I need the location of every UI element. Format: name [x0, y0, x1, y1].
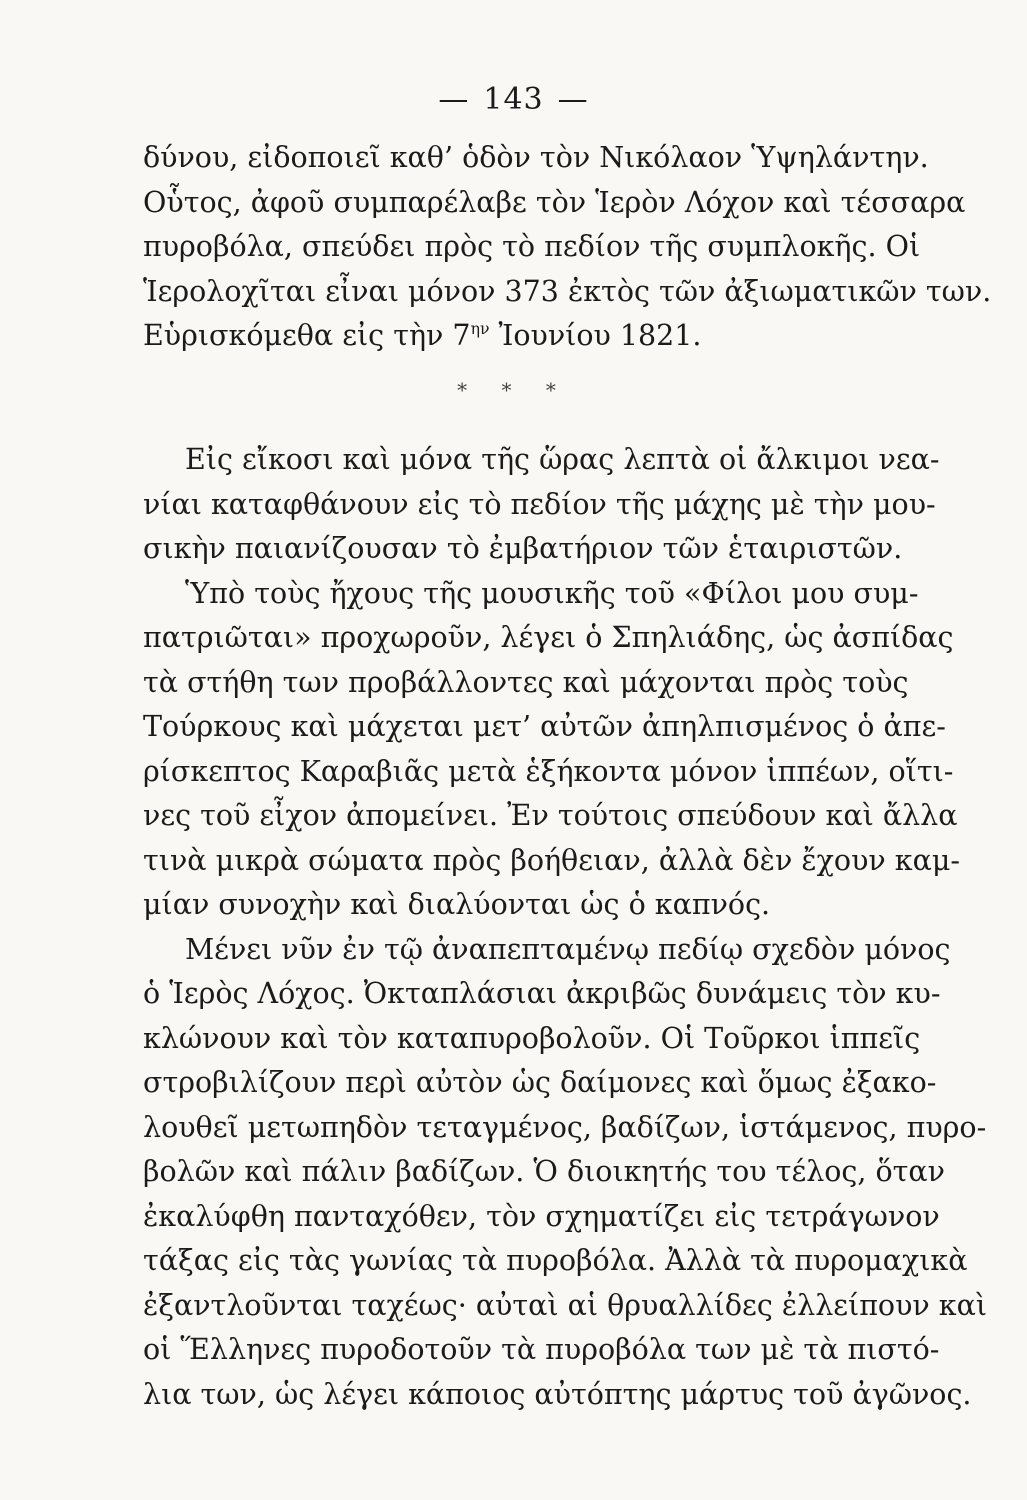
text-line: ἐξαντλοῦνται ταχέως· αὐταὶ αἱ θρυαλλίδες ἐλλείπουν καὶ: [143, 1288, 988, 1322]
text-line: Εἰς εἴκοσι καὶ μόνα τῆς ὥρας λεπτὰ οἱ ἄλκιμοι νεα-: [185, 443, 940, 476]
page-number-value: 143: [483, 82, 544, 117]
date-line-start: Εὑρισκόμεθα εἰς τὴν 7: [143, 319, 471, 352]
text-line: στροβιλίζουν περὶ αὐτὸν ὡς δαίμονες καὶ ὅμως ἐξακο-: [143, 1066, 937, 1099]
text-line: λουθεῖ μετωπηδὸν τεταγμένος, βαδίζων, ἱστάμενος, πυρο-: [143, 1110, 987, 1144]
text-line-date: [143, 314, 848, 359]
section-separator: * * *: [457, 378, 570, 402]
text-line: νίαι καταφθάνουν εἰς τὸ πεδίον τῆς μάχης μὲ τὴν μου-: [143, 487, 936, 521]
text-line: τάξας εἰς τὰς γωνίας τὰ πυροβόλα. Ἀλλὰ τὰ πυρομαχικὰ: [143, 1244, 968, 1277]
text-line: μίαν συνοχὴν καὶ διαλύονται ὡς ὁ καπνός.: [143, 888, 771, 921]
text-line: Ἱερολοχῖται εἶναι μόνον 373 ἐκτὸς τῶν ἀξιωματικῶν των.: [143, 274, 992, 308]
text-line: νες τοῦ εἶχον ἀπομείνει. Ἐν τούτοις σπεύδουν καὶ ἄλλα: [143, 799, 958, 832]
text-line: βολῶν καὶ πάλιν βαδίζων. Ὁ διοικητής του τέλος, ὅταν: [143, 1155, 946, 1188]
page-number: [0, 82, 1027, 117]
text-line: Οὗτος, ἀφοῦ συμπαρέλαβε τὸν Ἱερὸν Λόχον καὶ τέσσαρα: [143, 185, 966, 219]
text-line: λια των, ὡς λέγει κάποιος αὐτόπτης μάρτυς τοῦ ἀγῶνος.: [143, 1377, 972, 1411]
text-line: Ὑπὸ τοὺς ἤχους τῆς μουσικῆς τοῦ «Φίλοι μου συμ-: [185, 576, 919, 610]
text-line: ἐκαλύφθη πανταχόθεν, τὸν σχηματίζει εἰς τετράγωνον: [143, 1199, 940, 1233]
text-line: Τούρκους καὶ μάχεται μετ’ αὐτῶν ἀπηλπισμένος ὁ ἀπε-: [143, 710, 946, 743]
text-line: σικὴν παιανίζουσαν τὸ ἐμβατήριον τῶν ἑταιριστῶν.: [143, 532, 903, 565]
page-number-dash-right: —: [557, 82, 589, 117]
text-line: Μένει νῦν ἐν τῷ ἀναπεπταμένῳ πεδίῳ σχεδὸν μόνος: [185, 932, 951, 966]
text-line: ρίσκεπτος Καραβιᾶς μετὰ ἑξήκοντα μόνον ἱππέων, οἵτι-: [143, 754, 954, 788]
text-line: δύνου, εἰδοποιεῖ καθ’ ὁδὸν τὸν Νικόλαον Ὑψηλάντην.: [143, 141, 929, 174]
text-line: πυροβόλα, σπεύδει πρὸς τὸ πεδίον τῆς συμπλοκῆς. Οἱ: [143, 230, 921, 263]
text-line: πατριῶται» προχωροῦν, λέγει ὁ Σπηλιάδης, ὡς ἀσπίδας: [143, 621, 954, 654]
main-text: [143, 438, 988, 1417]
text-line: οἱ Ἕλληνες πυροδοτοῦν τὰ πυροβόλα των μὲ τὰ πιστό-: [143, 1333, 940, 1366]
text-line: τινὰ μικρὰ σώματα πρὸς βοήθειαν, ἀλλὰ δὲν ἔχουν καμ-: [143, 843, 960, 877]
date-line-end: Ἰουνίου 1821.: [489, 319, 702, 352]
ordinal-superscript: ην: [470, 319, 490, 339]
page-number-dash-left: —: [438, 82, 470, 117]
text-line: τὰ στήθη των προβάλλοντες καὶ μάχονται πρὸς τοὺς: [143, 665, 909, 699]
text-line: ὁ Ἱερὸς Λόχος. Ὀκταπλάσιαι ἀκριβῶς δυνάμεις τὸν κυ-: [143, 977, 941, 1010]
text-line: κλώνουν καὶ τὸν καταπυροβολοῦν. Οἱ Τοῦρκοι ἱππεῖς: [143, 1021, 921, 1055]
top-paragraph: [143, 136, 992, 359]
